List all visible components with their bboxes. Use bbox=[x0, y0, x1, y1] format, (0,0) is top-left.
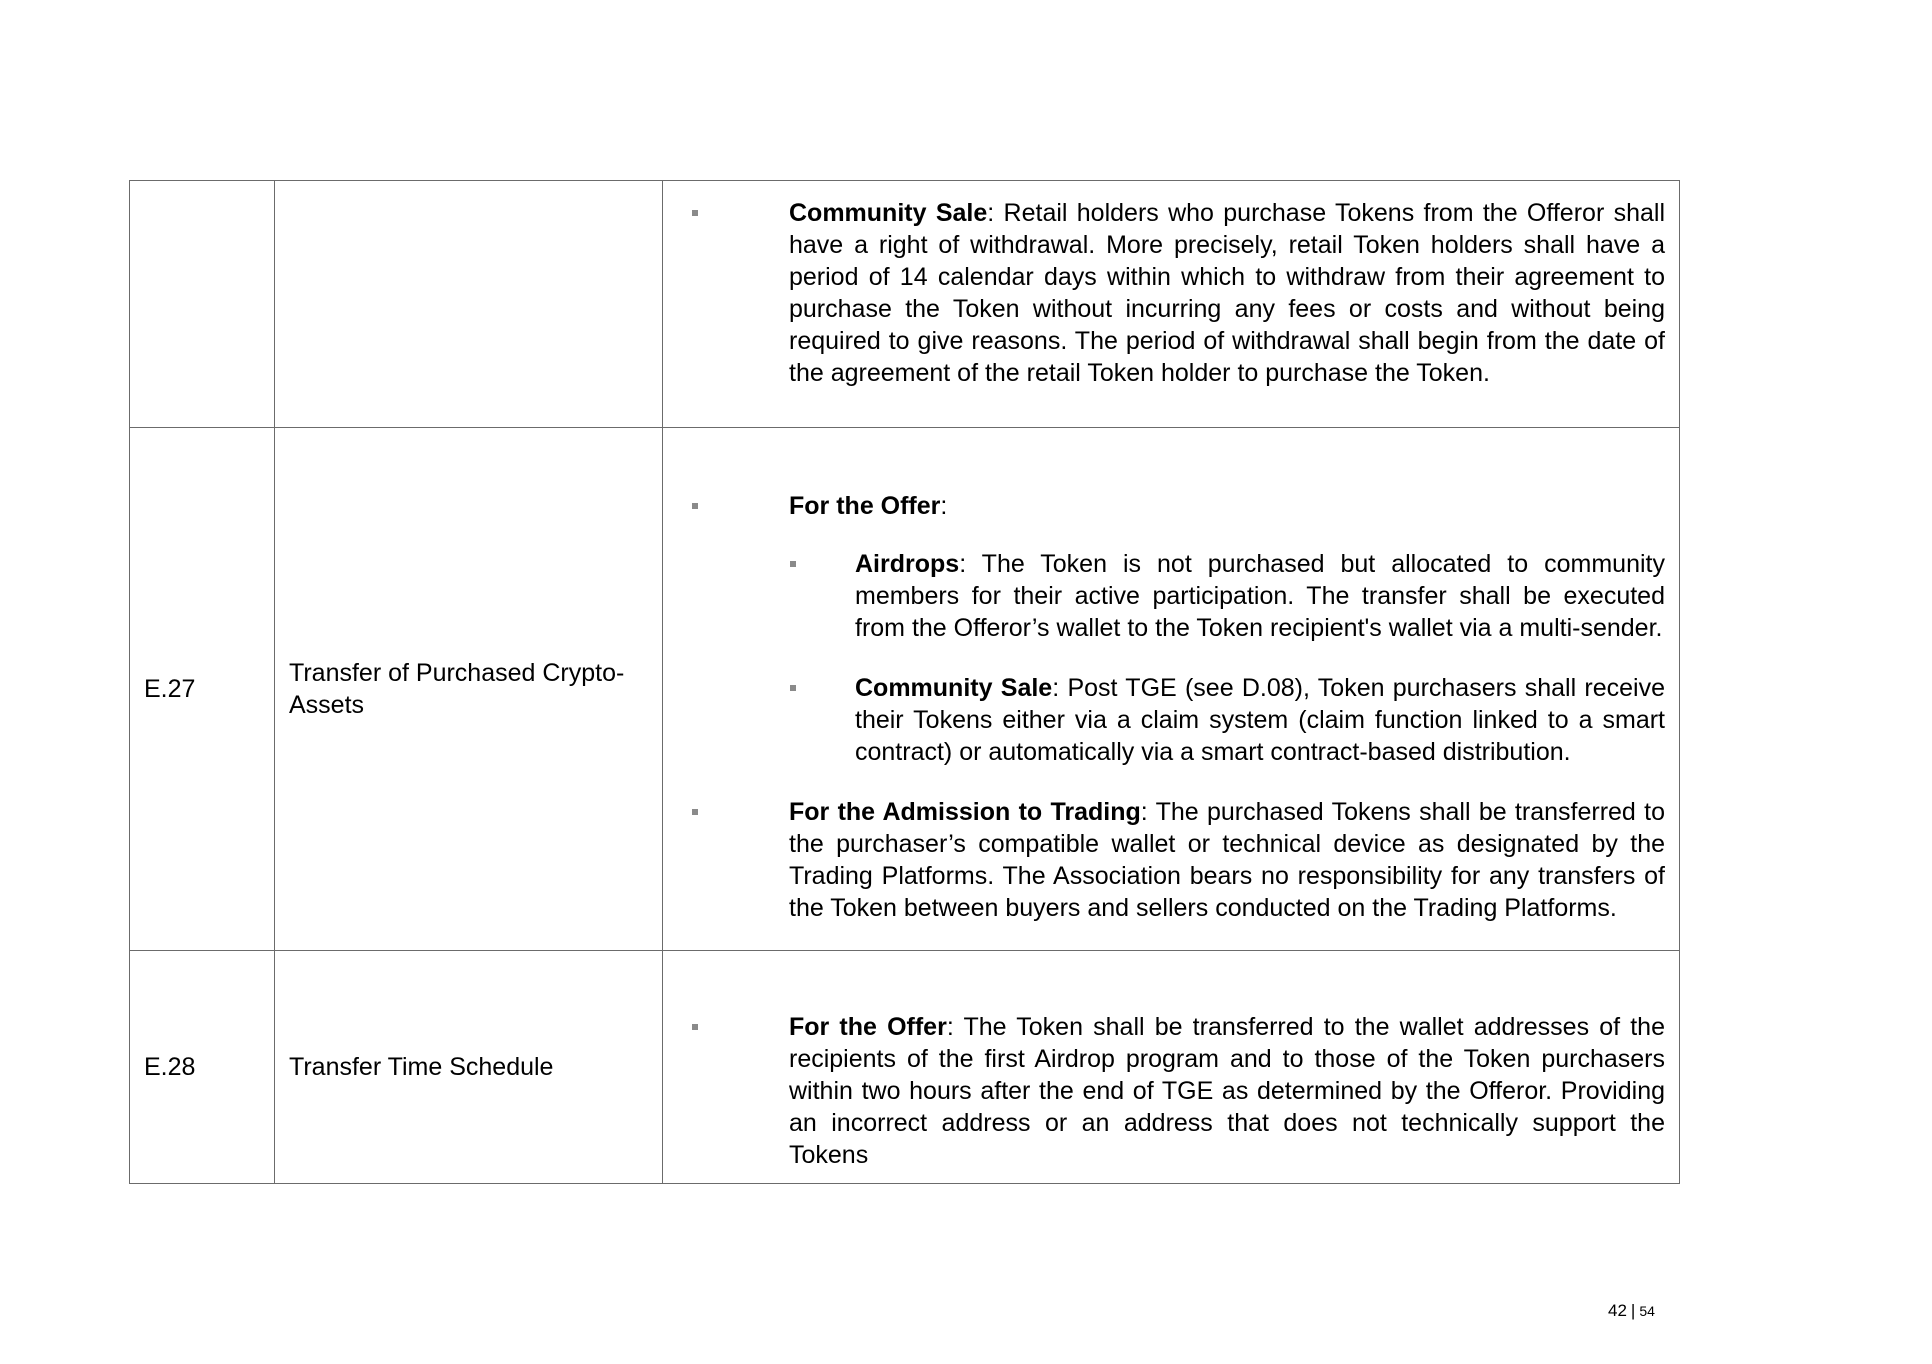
page-separator: | bbox=[1630, 1301, 1636, 1320]
total-pages: 54 bbox=[1639, 1303, 1655, 1319]
bullet-for-the-offer bbox=[677, 490, 1665, 768]
sub-bullet-text: : Post TGE (see D.08), Token purchasers shall receive their Tokens either via a claim system (claim function linked to a smart contract) or automatically via a smart contract-based distribution. bbox=[855, 674, 1666, 766]
row-title: Transfer of Purchased Crypto-Assets bbox=[275, 428, 663, 951]
row-content bbox=[663, 951, 1680, 1184]
bullet-text: : bbox=[940, 492, 948, 520]
row-title bbox=[275, 181, 663, 428]
sub-bullet-airdrops bbox=[789, 548, 1665, 644]
table-row bbox=[130, 428, 1680, 951]
current-page: 42 bbox=[1608, 1301, 1627, 1320]
bullet-text: : The Token shall be transferred to the wallet addresses of the recipients of the first Airdrop program and to those of the Token purchasers within two hours after the end of TGE as determined by the Offeror. Providing an incorrect address or an address that does not technically support the Tokens bbox=[789, 1013, 1665, 1169]
row-id bbox=[130, 181, 275, 428]
sub-bullet-text: : The Token is not purchased but allocated to community members for their active participation. The transfer shall be executed from the Offeror’s wallet to the Token recipient's wallet via a multi-sender. bbox=[855, 550, 1665, 642]
bullet-for-the-offer-schedule bbox=[677, 1011, 1665, 1171]
bullet-text: : Retail holders who purchase Tokens from the Offeror shall have a right of withdrawal. More precisely, retail Token holders shall have a period of 14 calendar days within which to withdraw from their agreement to purchase the Token without incurring any fees or costs and without being required to give reasons. The period of withdrawal shall begin from the date of the agreement of the retail Token holder to purchase the Token. bbox=[789, 199, 1666, 387]
row-id: E.27 bbox=[130, 428, 275, 951]
row-id: E.28 bbox=[130, 951, 275, 1184]
bullet-text: : The purchased Tokens shall be transferred to the purchaser’s compatible wallet or technical device as designated by the Trading Platforms. The Association bears no responsibility for any transfers of the Token between buyers and sellers conducted on the Trading Platforms. bbox=[789, 798, 1665, 922]
bullet-admission-to-trading bbox=[677, 796, 1665, 924]
row-content bbox=[663, 428, 1680, 951]
bullet-community-sale-withdrawal bbox=[677, 197, 1665, 389]
bullet-term: For the Offer bbox=[789, 492, 941, 520]
sub-bullet-community-sale bbox=[789, 672, 1665, 768]
page-number bbox=[1608, 1301, 1655, 1321]
table-row bbox=[130, 951, 1680, 1184]
bullet-term: For the Offer bbox=[789, 1013, 947, 1041]
sub-bullet-term: Airdrops bbox=[855, 550, 960, 578]
disclosure-table bbox=[129, 180, 1680, 1184]
bullet-term: Community Sale bbox=[789, 199, 988, 227]
table-row bbox=[130, 181, 1680, 428]
bullet-term: For the Admission to Trading bbox=[789, 798, 1141, 826]
row-content bbox=[663, 181, 1680, 428]
row-title: Transfer Time Schedule bbox=[275, 951, 663, 1184]
sub-bullet-term: Community Sale bbox=[855, 674, 1053, 702]
sub-bullet-list bbox=[789, 548, 1665, 768]
